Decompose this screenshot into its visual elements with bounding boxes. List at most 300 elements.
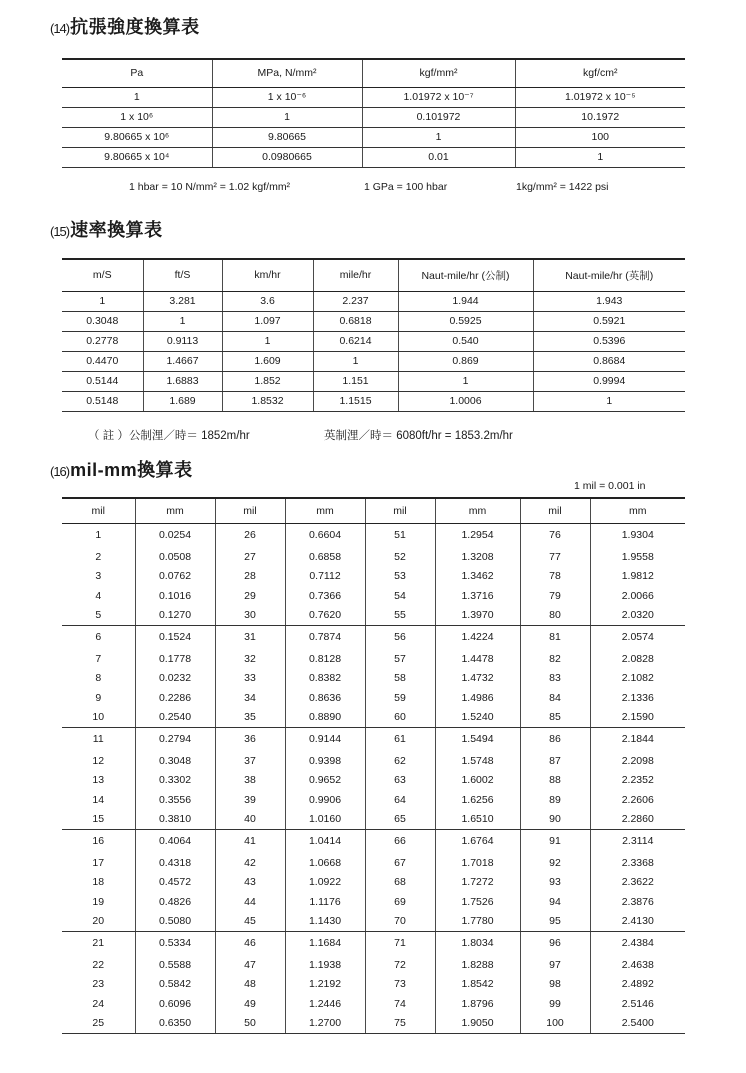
table-row (62, 931, 685, 955)
table-cell: 57 (365, 649, 435, 669)
table-cell: 16 (92, 835, 105, 848)
table-cell: 0.1778 (135, 649, 215, 669)
table-cell: 1.01972 x 10⁻⁷ (362, 87, 515, 107)
table-cell: 2.3114 (590, 829, 685, 853)
table-cell: 100 (515, 127, 685, 147)
footnote: 英制浬／時＝ 6080ft/hr = 1853.2m/hr (324, 430, 513, 442)
table-row (62, 625, 685, 649)
table-cell: 2.5400 (590, 1014, 685, 1034)
table-cell: 1 (62, 87, 212, 107)
table-cell: 54 (365, 586, 435, 606)
column-header: Naut-mile/hr (英制) (533, 259, 685, 291)
table-cell: 0.4826 (135, 892, 215, 912)
table-cell: 1 (533, 391, 685, 411)
table-cell: 1 (362, 127, 515, 147)
table-cell: 35 (215, 708, 285, 728)
table-cell: 85 (520, 708, 590, 728)
table-cell: 0.8382 (285, 669, 365, 689)
table-cell: 1.2954 (435, 523, 520, 547)
table-cell: 55 (365, 606, 435, 626)
table-cell: 30 (215, 606, 285, 626)
table-cell: 0.5921 (533, 311, 685, 331)
section-number: (15) (50, 224, 70, 239)
table-cell: 0.7112 (285, 567, 365, 587)
table-cell: 71 (365, 931, 435, 955)
table-cell: 0.4572 (135, 873, 215, 893)
table-row (62, 567, 685, 587)
table-cell: 1.7526 (435, 892, 520, 912)
table-cell: 22 (92, 958, 105, 971)
table-row (62, 371, 685, 391)
table-cell: 0.9144 (285, 727, 365, 751)
table-cell: 0.4064 (135, 829, 215, 853)
table-cell: 4 (95, 589, 102, 602)
table-cell: 50 (215, 1014, 285, 1034)
table-cell: 29 (215, 586, 285, 606)
table-cell: 0.6214 (313, 331, 398, 351)
table-cell: 1.5494 (435, 727, 520, 751)
column-header: MPa, N/mm² (212, 59, 362, 87)
table-cell: 20 (62, 912, 135, 932)
table-cell: 49 (215, 994, 285, 1014)
table-cell: 3.281 (143, 291, 222, 311)
table-cell: 1.2446 (285, 994, 365, 1014)
table-row (62, 790, 685, 810)
table-cell: 93 (520, 873, 590, 893)
table-cell: 1.7780 (435, 912, 520, 932)
table-cell: 0.5144 (62, 371, 143, 391)
table-row (62, 649, 685, 669)
table-row (62, 606, 685, 626)
column-header: mm (135, 498, 215, 523)
table-cell: 15 (62, 810, 135, 830)
table-cell: 0.5334 (135, 931, 215, 955)
table-cell: 31 (215, 625, 285, 649)
table-row (62, 547, 685, 567)
table-cell: 1 (143, 311, 222, 331)
table-cell: 2.4384 (590, 931, 685, 955)
table-cell: 0.7620 (285, 606, 365, 626)
table-cell: 2.4892 (590, 975, 685, 995)
table-cell: 74 (365, 994, 435, 1014)
mil-mm-table (62, 497, 685, 1034)
column-header: mil (62, 498, 135, 523)
table-cell: 95 (520, 912, 590, 932)
table-cell: 0.2794 (135, 727, 215, 751)
table-row (62, 87, 685, 107)
table-cell: 0.5148 (62, 391, 143, 411)
table-cell: 1.151 (313, 371, 398, 391)
table-cell: 11 (92, 733, 104, 746)
table-cell: 1 (212, 107, 362, 127)
table-cell: 47 (215, 955, 285, 975)
column-header: m/S (62, 259, 143, 291)
table-cell: 41 (215, 829, 285, 853)
table-cell: 1.8532 (222, 391, 313, 411)
table-cell: 10 (62, 708, 135, 728)
column-header: mm (590, 498, 685, 523)
table-cell: 59 (365, 688, 435, 708)
table-cell: 19 (92, 895, 105, 908)
table-cell: 81 (520, 625, 590, 649)
table-cell: 1.2192 (285, 975, 365, 995)
table-cell: 1 x 10⁶ (62, 107, 212, 127)
table-row (62, 727, 685, 751)
table-cell: 2.1082 (590, 669, 685, 689)
table-cell: 1.6002 (435, 771, 520, 791)
table-cell: 1 x 10⁻⁶ (212, 87, 362, 107)
table-cell: 1.9812 (590, 567, 685, 587)
table-cell: 1.6883 (143, 371, 222, 391)
table-cell: 76 (520, 523, 590, 547)
table-cell: 0.1524 (135, 625, 215, 649)
table-cell: 1 (222, 331, 313, 351)
table-cell: 2.0320 (590, 606, 685, 626)
table-cell: 0.2540 (135, 708, 215, 728)
table-cell: 9.80665 (212, 127, 362, 147)
table-cell: 66 (365, 829, 435, 853)
table-cell: 33 (215, 669, 285, 689)
table-header-row (62, 59, 685, 87)
table-row (62, 912, 685, 932)
table-cell: 23 (92, 978, 105, 991)
table-cell: 68 (365, 873, 435, 893)
table-cell: 44 (215, 892, 285, 912)
table-cell: 43 (215, 873, 285, 893)
table-cell: 64 (365, 790, 435, 810)
table-cell: 67 (365, 853, 435, 873)
table-cell: 9 (95, 691, 102, 704)
table-cell: 0.6096 (135, 994, 215, 1014)
table-cell: 0.4318 (135, 853, 215, 873)
section-number: (16) (50, 464, 70, 479)
column-header: mil (520, 498, 590, 523)
table-row (62, 391, 685, 411)
table-cell: 13 (92, 774, 105, 787)
table-cell: 0.8636 (285, 688, 365, 708)
table-cell: 0.540 (398, 331, 533, 351)
table-cell: 1.8796 (435, 994, 520, 1014)
table-cell: 0.3048 (135, 751, 215, 771)
table-cell: 28 (215, 567, 285, 587)
table-cell: 1 (515, 147, 685, 167)
table-cell: 40 (215, 810, 285, 830)
table-cell: 2.1336 (590, 688, 685, 708)
table-cell: 80 (520, 606, 590, 626)
table-cell: 0.0762 (135, 567, 215, 587)
table-cell: 2.1844 (590, 727, 685, 751)
column-header: Naut-mile/hr (公制) (398, 259, 533, 291)
table-cell: 10.1972 (515, 107, 685, 127)
table-row (62, 810, 685, 830)
table-cell: 3 (95, 570, 102, 583)
table-cell: 52 (365, 547, 435, 567)
table-cell: 0.7366 (285, 586, 365, 606)
table-cell: 0.6350 (135, 1014, 215, 1034)
table-cell: 0.3810 (135, 810, 215, 830)
column-header: mm (435, 498, 520, 523)
table-cell: 2.4130 (590, 912, 685, 932)
table-cell: 32 (215, 649, 285, 669)
table-cell: 79 (520, 586, 590, 606)
table-cell: 8 (95, 672, 102, 685)
tensile-strength-table (62, 58, 685, 168)
conversion-note: 1kg/mm² = 1422 psi (516, 181, 609, 193)
table-cell: 58 (365, 669, 435, 689)
table-cell: 1.6764 (435, 829, 520, 853)
table-cell: 0.3556 (135, 790, 215, 810)
table-cell: 1.7272 (435, 873, 520, 893)
table-cell: 27 (215, 547, 285, 567)
table-cell: 2.2352 (590, 771, 685, 791)
table-cell: 0.8128 (285, 649, 365, 669)
column-header: mm (285, 498, 365, 523)
section-title: mil-mm換算表 (70, 460, 193, 480)
column-header: Pa (62, 59, 212, 87)
table-cell: 62 (365, 751, 435, 771)
table-cell: 21 (92, 937, 105, 950)
table-cell: 75 (365, 1014, 435, 1034)
table-cell: 0.4470 (62, 351, 143, 371)
table-cell: 39 (215, 790, 285, 810)
table-cell: 100 (520, 1014, 590, 1034)
table-cell: 1.609 (222, 351, 313, 371)
table-cell: 1.097 (222, 311, 313, 331)
table-cell: 91 (520, 829, 590, 853)
table-cell: 0.869 (398, 351, 533, 371)
table-cell: 0.5080 (135, 912, 215, 932)
table-cell: 0.9652 (285, 771, 365, 791)
table-cell: 1.5748 (435, 751, 520, 771)
table-cell: 34 (215, 688, 285, 708)
table-cell: 1.8034 (435, 931, 520, 955)
table-row (62, 311, 685, 331)
table-cell: 0.0508 (135, 547, 215, 567)
table-cell: 0.9994 (533, 371, 685, 391)
table-cell: 2.4638 (590, 955, 685, 975)
table-cell: 92 (520, 853, 590, 873)
table-cell: 0.1270 (135, 606, 215, 626)
table-cell: 1.0006 (398, 391, 533, 411)
table-cell: 1.0668 (285, 853, 365, 873)
footnote: （ 註 ）公制浬／時＝ 1852m/hr (88, 430, 250, 442)
table-cell: 0.1016 (135, 586, 215, 606)
table-cell: 1.4478 (435, 649, 520, 669)
table-row (62, 291, 685, 311)
table-cell: 89 (520, 790, 590, 810)
table-row (62, 1014, 685, 1034)
table-cell: 25 (62, 1014, 135, 1034)
table-cell: 2.237 (313, 291, 398, 311)
table-cell: 7 (95, 652, 102, 665)
table-cell: 5 (62, 606, 135, 626)
section-16-heading (50, 456, 193, 482)
table-cell: 0.0232 (135, 669, 215, 689)
table-row (62, 975, 685, 995)
table-cell: 0.3048 (62, 311, 143, 331)
table-cell: 9.80665 x 10⁴ (62, 147, 212, 167)
table-cell: 6 (95, 631, 102, 644)
table-row (62, 708, 685, 728)
table-cell: 0.8684 (533, 351, 685, 371)
table-cell: 0.9398 (285, 751, 365, 771)
table-row (62, 853, 685, 873)
table-cell: 0.8890 (285, 708, 365, 728)
table-cell: 1.943 (533, 291, 685, 311)
table-header-row (62, 498, 685, 523)
table-cell: 18 (92, 876, 105, 889)
table-cell: 1.1430 (285, 912, 365, 932)
table-cell: 1 (95, 529, 102, 542)
column-header: ft/S (143, 259, 222, 291)
table-cell: 1.4667 (143, 351, 222, 371)
table-cell: 98 (520, 975, 590, 995)
table-row (62, 892, 685, 912)
table-cell: 2.5146 (590, 994, 685, 1014)
table-cell: 1.1176 (285, 892, 365, 912)
conversion-note: 1 hbar = 10 N/mm² = 1.02 kgf/mm² (129, 181, 291, 193)
table-cell: 84 (520, 688, 590, 708)
table-cell: 36 (215, 727, 285, 751)
table-row (62, 351, 685, 371)
table-row (62, 147, 685, 167)
table-cell: 0.01 (362, 147, 515, 167)
column-header: mil (215, 498, 285, 523)
table-cell: 12 (92, 754, 105, 767)
table-cell: 83 (520, 669, 590, 689)
section-number: (14) (50, 21, 70, 36)
table-cell: 0.0254 (135, 523, 215, 547)
table-cell: 60 (365, 708, 435, 728)
table-row (62, 829, 685, 853)
table-cell: 1.2700 (285, 1014, 365, 1034)
table-cell: 0.6818 (313, 311, 398, 331)
table-cell: 1.1684 (285, 931, 365, 955)
table-cell: 1.3970 (435, 606, 520, 626)
table-cell: 1 (62, 291, 143, 311)
table-cell: 38 (215, 771, 285, 791)
table-cell: 1.6510 (435, 810, 520, 830)
table-cell: 3.6 (222, 291, 313, 311)
table-cell: 1.3462 (435, 567, 520, 587)
table-cell: 2 (95, 550, 102, 563)
table-cell: 0.5925 (398, 311, 533, 331)
table-cell: 1.9558 (590, 547, 685, 567)
table-cell: 88 (520, 771, 590, 791)
table-cell: 2.3368 (590, 853, 685, 873)
table-cell: 0.5396 (533, 331, 685, 351)
table-cell: 1 (398, 371, 533, 391)
table-cell: 97 (520, 955, 590, 975)
table-row (62, 331, 685, 351)
table-cell: 1.7018 (435, 853, 520, 873)
column-header: mile/hr (313, 259, 398, 291)
table-cell: 86 (520, 727, 590, 751)
table-cell: 56 (365, 625, 435, 649)
table-cell: 1.8288 (435, 955, 520, 975)
table-cell: 1.4732 (435, 669, 520, 689)
table-cell: 77 (520, 547, 590, 567)
table-cell: 70 (365, 912, 435, 932)
column-header: kgf/cm² (515, 59, 685, 87)
table-cell: 72 (365, 955, 435, 975)
table-cell: 26 (215, 523, 285, 547)
conversion-note: 1 GPa = 100 hbar (364, 181, 448, 193)
table-cell: 2.0574 (590, 625, 685, 649)
table-cell: 48 (215, 975, 285, 995)
table-row (62, 586, 685, 606)
table-cell: 96 (520, 931, 590, 955)
table-cell: 65 (365, 810, 435, 830)
table-row (62, 688, 685, 708)
table-cell: 0.2778 (62, 331, 143, 351)
table-cell: 2.3876 (590, 892, 685, 912)
table-cell: 0.9113 (143, 331, 222, 351)
table-cell: 51 (365, 523, 435, 547)
table-cell: 1.0160 (285, 810, 365, 830)
table-cell: 0.6858 (285, 547, 365, 567)
section-15-heading (50, 216, 163, 242)
section-title: 速率換算表 (70, 220, 163, 240)
table-cell: 37 (215, 751, 285, 771)
table-header-row (62, 259, 685, 291)
table-cell: 17 (92, 856, 105, 869)
table-cell: 61 (365, 727, 435, 751)
table-cell: 90 (520, 810, 590, 830)
table-cell: 1 (313, 351, 398, 371)
table-cell: 1.8542 (435, 975, 520, 995)
table-cell: 2.2606 (590, 790, 685, 810)
column-header: kgf/mm² (362, 59, 515, 87)
table-cell: 2.2098 (590, 751, 685, 771)
table-cell: 2.0066 (590, 586, 685, 606)
table-cell: 0.5588 (135, 955, 215, 975)
table-cell: 0.2286 (135, 688, 215, 708)
column-header: mil (365, 498, 435, 523)
table-cell: 78 (520, 567, 590, 587)
table-cell: 46 (215, 931, 285, 955)
table-cell: 99 (520, 994, 590, 1014)
table-cell: 73 (365, 975, 435, 995)
table-cell: 14 (92, 793, 105, 806)
table-cell: 45 (215, 912, 285, 932)
table-cell: 1.5240 (435, 708, 520, 728)
table-cell: 1.01972 x 10⁻⁵ (515, 87, 685, 107)
table-row (62, 955, 685, 975)
table-cell: 0.5842 (135, 975, 215, 995)
table-cell: 53 (365, 567, 435, 587)
table-row (62, 771, 685, 791)
table-cell: 87 (520, 751, 590, 771)
table-row (62, 669, 685, 689)
table-cell: 1.689 (143, 391, 222, 411)
table-cell: 42 (215, 853, 285, 873)
table-cell: 1.4224 (435, 625, 520, 649)
table-cell: 0.0980665 (212, 147, 362, 167)
table-cell: 94 (520, 892, 590, 912)
section-title: 抗張強度換算表 (70, 17, 200, 37)
table-cell: 0.6604 (285, 523, 365, 547)
table-cell: 82 (520, 649, 590, 669)
table-cell: 1.6256 (435, 790, 520, 810)
table-cell: 1.1938 (285, 955, 365, 975)
table-cell: 1.944 (398, 291, 533, 311)
table-cell: 63 (365, 771, 435, 791)
table-row (62, 994, 685, 1014)
table-cell: 1.852 (222, 371, 313, 391)
table-row (62, 107, 685, 127)
table-cell: 1.4986 (435, 688, 520, 708)
